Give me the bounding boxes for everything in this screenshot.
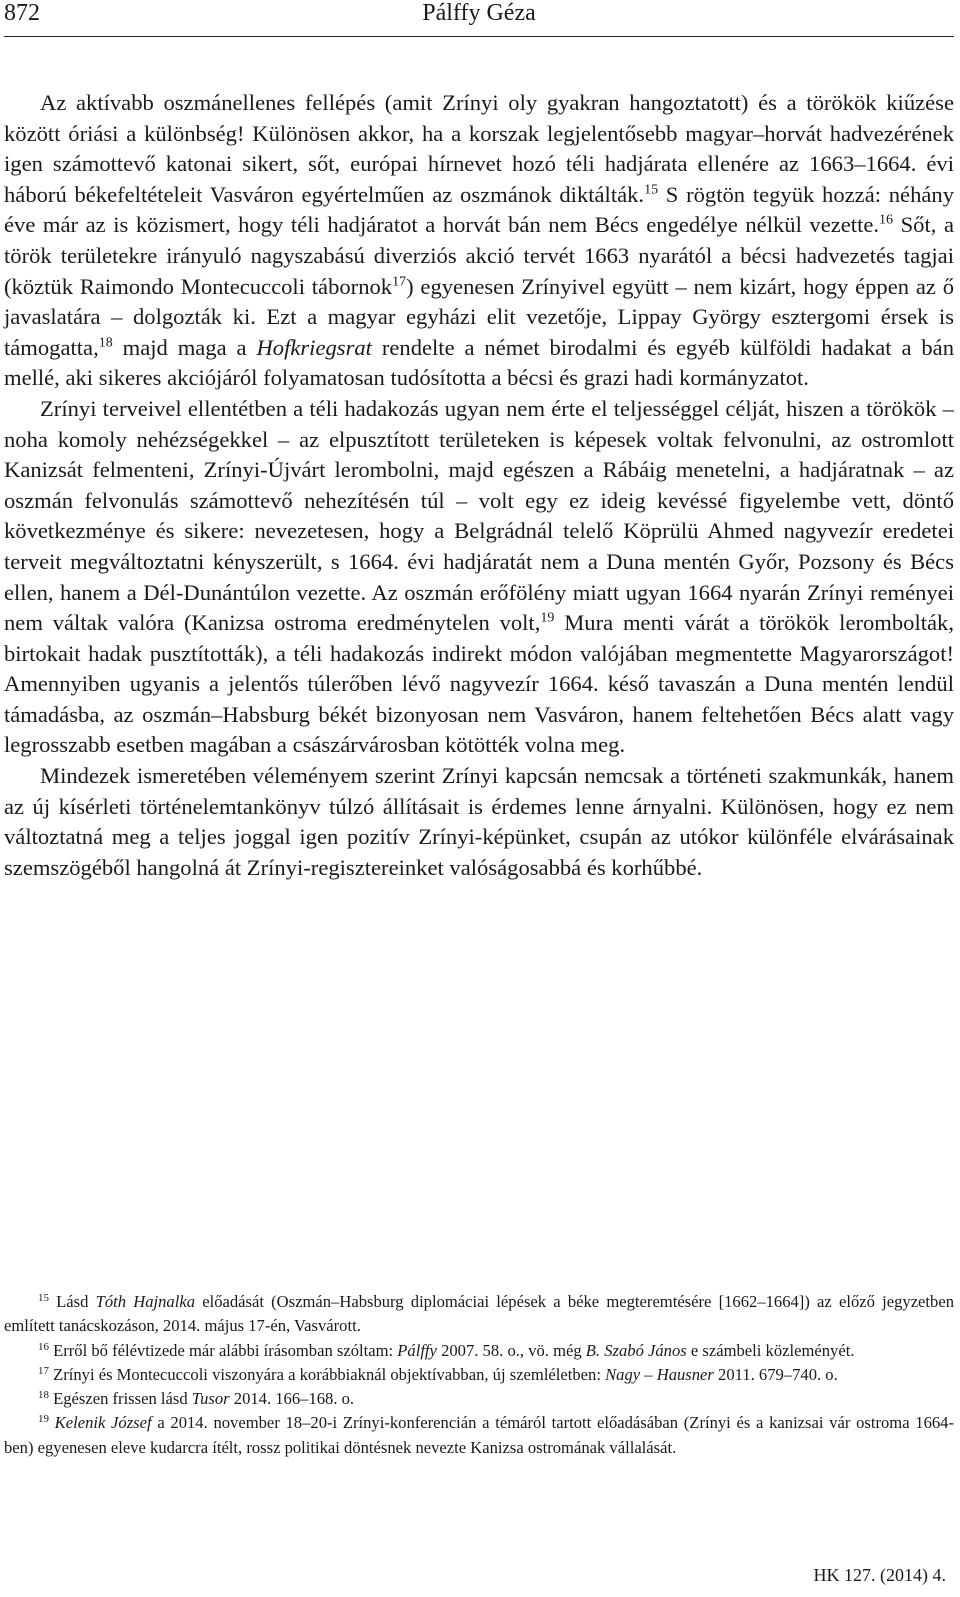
text-run: Mindezek ismeretében véleményem szerint Zrínyi kapcsán nemcsak a történeti szakmunkák, hanem az új kísérleti történelemtankönyv túlzó állításait is érdemes lenne árnyalni. Különösen, hogy ez nem változtatná meg a teljes joggal igen pozitív Zrínyi-képünket, csupán az utókor különféle elvárásainak szemszögéből hangolná át Zrínyi-regisztereinket valóságosabbá és korhűbbé. (4, 763, 954, 880)
text-run: Egészen frissen lásd (48, 1389, 192, 1409)
page-number: 872 (4, 0, 40, 26)
author-name: Nagy – Hausner (605, 1364, 714, 1384)
footnotes (4, 1290, 954, 1460)
text-run: ) egyenesen Zrínyivel együtt – nem kizárt, hogy éppen az ő javaslatára – dolgozták ki. Ezt a magyar egyházi elit vezetője, Lippay György esztergomi érsek is támogatta, (4, 273, 954, 360)
footnote-16 (4, 1339, 954, 1363)
author-name: Pálffy (397, 1340, 437, 1360)
paragraph-1 (4, 88, 954, 394)
footnote-ref-16: 16 (879, 212, 894, 228)
footnote-number: 19 (38, 1413, 49, 1426)
author-name: B. Szabó János (585, 1340, 687, 1360)
author-name: Tusor (191, 1389, 230, 1409)
text-run: 2014. 166–168. o. (229, 1389, 355, 1409)
paragraph-2 (4, 394, 954, 761)
footnote-ref-17: 17 (392, 273, 407, 289)
footnote-15 (4, 1290, 954, 1339)
footnote-number: 16 (38, 1340, 49, 1353)
footnote-ref-19: 19 (540, 610, 555, 626)
text-run: 2007. 58. o., vö. még (436, 1340, 586, 1360)
footnote-19 (4, 1411, 954, 1460)
author-name: Kelenik József (54, 1413, 152, 1433)
text-run: előadását (Oszmán–Habsburg diplomáciai lépések a béke megteremtésére [1662–1664]) az előző jegyzetben említett tanácskozáson, 2014. május 17-én, Vasvárott. (4, 1292, 954, 1336)
paragraph-3 (4, 761, 954, 883)
text-run: Az aktívabb oszmánellenes fellépés (amit Zrínyi oly gyakran hangoztatott) és a törökök kiűzése között óriási a különbség! Különösen akkor, ha a korszak legjelentősebb magyar–horvát hadvezérének igen számottevő katonai sikert, sőt, európai hírnevet hozó téli hadjárata ellenére az 1663–1664. évi háború békefeltételeit Vasváron egyértelműen az oszmánok diktálták. (4, 90, 954, 207)
text-run: Lásd (48, 1292, 96, 1311)
running-header (4, 0, 954, 37)
text-run: majd maga a (112, 334, 257, 360)
text-run: Zrínyi és Montecuccoli viszonyára a korábbiaknál objektívabban, új szemléletben: (48, 1364, 606, 1384)
footnote-17 (4, 1363, 954, 1387)
text-run: 2011. 679–740. o. (713, 1364, 838, 1384)
footnote-number: 17 (38, 1364, 49, 1377)
footnote-18 (4, 1387, 954, 1411)
running-title: Pálffy Géza (422, 0, 536, 26)
text-run: S rögtön tegyük hozzá: néhány éve már az is közismert, hogy téli hadjáratot a horvát bán nem Bécs engedélye nélkül vezette. (4, 181, 954, 238)
italic-term: Hofkriegsrat (256, 334, 372, 360)
text-run: Mura menti várát a törökök lerombolták, birtokait hadak pusztították), a téli hadakozás indirekt módon valójában megmentette Magyarországot! Amennyiben ugyanis a jelentős túlerőben lévő nagyvezír 1664. késő tavaszán a Duna mentén lendül támadásba, az oszmán–Habsburg békét bizonyosan nem Vasváron, hanem feltehetően Bécs alatt vagy legrosszabb esetben magában a császárvárosban kötötték volna meg. (4, 610, 955, 758)
text-run: Zrínyi terveivel ellentétben a téli hadakozás ugyan nem érte el teljességgel célját, hiszen a törökök – noha komoly nehézségekkel – az elpusztított területeken is képesek voltak felvonulni, az ostromlott Kanizsát felmenteni, Zrínyi-Újvárt lerombolni, majd egészen a Rábáig menetelni, a hadjáratnak – az oszmán felvonulás számottevő nehezítésén túl – volt egy ez ideig kevéssé figyelembe vett, döntő következménye és sikere: nevezetesen, hogy a Belgrádnál telelő Köprülü Ahmed nagyvezír eredetei terveit megváltoztatni kényszerült, s 1664. évi hadjáratát nem a Duna mentén Győr, Pozsony és Bécs ellen, hanem a Dél-Dunántúlon vezette. Az oszmán erőfölény miatt ugyan 1664 nyarán Zrínyi reményei nem váltak valóra (Kanizsa ostroma eredménytelen volt, (4, 395, 954, 636)
text-run: a 2014. november 18–20-i Zrínyi-konferencián a témáról tartott előadásában (Zrínyi és a kanizsai vár ostroma 1664-ben) egyenesen eleve kudarcra ítélt, rossz politikai döntésnek nevezte Kanizsa ostromának vállalását. (4, 1413, 954, 1457)
author-name: Tóth Hajnalka (95, 1292, 196, 1311)
journal-reference: HK 127. (2014) 4. (813, 1565, 946, 1585)
footnote-number: 18 (38, 1389, 49, 1402)
text-run: Erről bő félévtizede már alábbi írásomban szóltam: (48, 1340, 398, 1360)
text-run: rendelte a német birodalmi és egyéb külföldi hadakat a bán mellé, aki sikeres akciójáról folyamatosan tudósította a bécsi és grazi hadi kormányzatot. (4, 334, 954, 391)
text-run: Sőt, a török területekre irányuló nagyszabású diverziós akció tervét 1663 nyarától a bécsi hadvezetés tagjai (köztük Raimondo Montecuccoli tábornok (4, 212, 954, 299)
main-text (4, 88, 954, 883)
footnote-number: 15 (38, 1291, 49, 1304)
footnote-ref-18: 18 (98, 335, 113, 351)
text-run: e számbeli közleményét. (686, 1340, 855, 1360)
footnote-ref-15: 15 (644, 182, 659, 198)
